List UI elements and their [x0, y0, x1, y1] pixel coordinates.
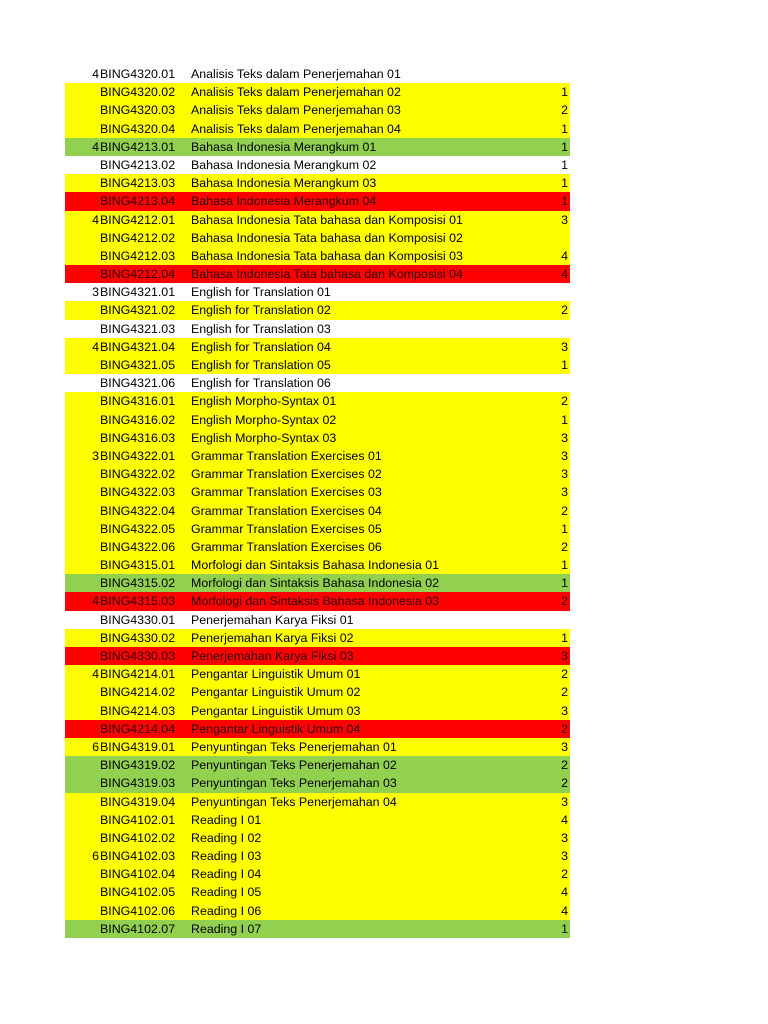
course-name-cell: Penerjemahan Karya Fiksi 03	[191, 649, 354, 663]
table-row[interactable]	[65, 65, 570, 83]
table-row[interactable]	[65, 465, 570, 483]
course-name-cell: Bahasa Indonesia Tata bahasa dan Komposisi 02	[191, 230, 463, 245]
course-name-cell: English Morpho-Syntax 02	[191, 412, 337, 427]
course-name-cell: Reading I 06	[191, 903, 262, 918]
count-value-cell: 1	[561, 576, 568, 591]
table-row[interactable]	[65, 683, 570, 701]
course-name-cell: Pengantar Linguistik Umum 03	[191, 703, 361, 718]
course-name-cell: Grammar Translation Exercises 06	[191, 539, 382, 554]
course-code-cell: BING4102.04	[100, 867, 176, 882]
row-group-count: 4	[92, 139, 99, 154]
course-name-cell: English for Translation 03	[191, 321, 331, 336]
course-name-cell: Penerjemahan Karya Fiksi 02	[191, 630, 354, 645]
table-row[interactable]	[65, 702, 570, 720]
course-code-cell: BING4322.04	[100, 503, 176, 518]
course-code-cell: BING4319.03	[100, 776, 176, 791]
count-value-cell: 2	[561, 594, 568, 609]
table-row[interactable]	[65, 883, 570, 901]
course-code-cell: BING4102.02	[100, 830, 176, 845]
table-row[interactable]	[65, 301, 570, 319]
course-code-cell: BING4315.02	[100, 576, 176, 591]
course-code-cell: BING4316.02	[100, 412, 176, 427]
course-name-cell: Reading I 01	[191, 812, 262, 827]
table-row[interactable]	[65, 756, 570, 774]
course-code-cell: BING4213.03	[100, 176, 176, 191]
table-row[interactable]	[65, 229, 570, 247]
count-value-cell: 3	[561, 212, 568, 227]
course-name-cell: Morfologi dan Sintaksis Bahasa Indonesia 02	[191, 576, 439, 591]
table-row[interactable]	[65, 283, 570, 301]
course-name-cell: Penyuntingan Teks Penerjemahan 02	[191, 758, 397, 773]
course-name-cell: Penyuntingan Teks Penerjemahan 03	[191, 776, 397, 791]
table-row[interactable]	[65, 774, 570, 792]
course-code-cell: BING4321.06	[100, 376, 176, 391]
count-value-cell: 3	[561, 849, 568, 864]
row-group-count: 4	[92, 339, 99, 354]
course-code-cell: BING4319.04	[100, 794, 176, 809]
count-value-cell: 2	[561, 103, 568, 118]
table-row[interactable]	[65, 720, 570, 738]
table-row[interactable]	[65, 374, 570, 392]
table-row[interactable]	[65, 320, 570, 338]
course-name-cell: Morfologi dan Sintaksis Bahasa Indonesia 03	[191, 594, 439, 609]
table-row[interactable]	[65, 647, 570, 665]
count-value-cell: 4	[561, 248, 568, 263]
course-code-cell: BING4212.04	[100, 267, 176, 282]
count-value-cell: 1	[561, 558, 568, 573]
course-code-cell: BING4213.04	[100, 194, 176, 209]
course-code-cell: BING4102.03	[100, 849, 176, 864]
table-row[interactable]	[65, 520, 570, 538]
table-row[interactable]	[65, 865, 570, 883]
course-name-cell: Bahasa Indonesia Tata bahasa dan Komposisi 03	[191, 248, 463, 263]
table-row[interactable]	[65, 211, 570, 229]
count-value-cell: 2	[561, 503, 568, 518]
course-name-cell: Analisis Teks dalam Penerjemahan 03	[191, 103, 401, 118]
count-value-cell: 4	[561, 903, 568, 918]
course-name-cell: Analisis Teks dalam Penerjemahan 04	[191, 121, 401, 136]
count-value-cell: 3	[561, 794, 568, 809]
course-name-cell: Analisis Teks dalam Penerjemahan 02	[191, 85, 401, 100]
course-code-cell: BING4213.01	[100, 139, 176, 154]
course-code-cell: BING4214.01	[100, 667, 176, 682]
course-code-cell: BING4316.01	[100, 394, 176, 409]
course-name-cell: Bahasa Indonesia Tata bahasa dan Komposisi 04	[191, 267, 463, 282]
course-name-cell: Bahasa Indonesia Merangkum 04	[191, 194, 377, 209]
count-value-cell: 1	[561, 85, 568, 100]
count-value-cell: 1	[561, 139, 568, 154]
count-value-cell: 2	[561, 685, 568, 700]
table-row[interactable]	[65, 120, 570, 138]
table-row[interactable]	[65, 174, 570, 192]
course-code-cell: BING4322.03	[100, 485, 176, 500]
course-name-cell: English for Translation 04	[191, 339, 331, 354]
table-row[interactable]	[65, 392, 570, 410]
row-group-count: 4	[92, 667, 99, 682]
course-code-cell: BING4330.01	[100, 612, 176, 627]
table-row[interactable]	[65, 356, 570, 374]
course-name-cell: Bahasa Indonesia Tata bahasa dan Komposisi 01	[191, 212, 463, 227]
count-value-cell: 3	[561, 739, 568, 754]
count-value-cell: 2	[561, 758, 568, 773]
course-name-cell: Reading I 05	[191, 885, 262, 900]
course-name-cell: Grammar Translation Exercises 03	[191, 485, 382, 500]
table-row[interactable]	[65, 920, 570, 938]
course-name-cell: Penerjemahan Karya Fiksi 01	[191, 612, 354, 627]
course-code-cell: BING4322.05	[100, 521, 176, 536]
course-code-cell: BING4322.06	[100, 539, 176, 554]
count-value-cell: 3	[561, 830, 568, 845]
table-row[interactable]	[65, 793, 570, 811]
course-code-cell: BING4315.03	[100, 594, 176, 609]
table-row[interactable]	[65, 811, 570, 829]
table-row[interactable]	[65, 829, 570, 847]
course-name-cell: English for Translation 06	[191, 376, 331, 391]
course-code-cell: BING4330.03	[100, 649, 176, 663]
course-name-cell: Bahasa Indonesia Merangkum 02	[191, 157, 377, 172]
course-code-cell: BING4319.01	[100, 739, 176, 754]
course-name-cell: Grammar Translation Exercises 01	[191, 448, 382, 463]
course-name-cell: English Morpho-Syntax 01	[191, 394, 337, 409]
course-code-cell: BING4321.05	[100, 358, 176, 372]
table-row[interactable]	[65, 592, 570, 610]
table-row[interactable]	[65, 338, 570, 356]
table-row[interactable]	[65, 611, 570, 629]
course-code-cell: BING4316.03	[100, 430, 176, 445]
table-row[interactable]	[65, 156, 570, 174]
course-code-cell: BING4330.02	[100, 630, 176, 645]
course-name-cell: English for Translation 02	[191, 303, 331, 318]
course-code-cell: BING4102.06	[100, 903, 176, 918]
course-name-cell: English for Translation 05	[191, 358, 331, 372]
count-value-cell: 3	[561, 448, 568, 463]
count-value-cell: 1	[561, 194, 568, 209]
table-row[interactable]	[65, 629, 570, 647]
table-row[interactable]	[65, 447, 570, 465]
course-code-cell: BING4214.02	[100, 685, 176, 700]
count-value-cell: 3	[561, 485, 568, 500]
count-value-cell: 2	[561, 667, 568, 682]
course-name-cell: Morfologi dan Sintaksis Bahasa Indonesia 01	[191, 558, 439, 573]
count-value-cell: 3	[561, 430, 568, 445]
course-name-cell: Reading I 03	[191, 849, 262, 864]
count-value-cell: 1	[561, 121, 568, 136]
count-value-cell: 3	[561, 649, 568, 663]
table-row[interactable]	[65, 429, 570, 447]
course-code-cell: BING4214.03	[100, 703, 176, 718]
course-code-cell: BING4319.02	[100, 758, 176, 773]
row-group-count: 4	[92, 67, 99, 81]
course-code-cell: BING4213.02	[100, 157, 176, 172]
table-row[interactable]	[65, 847, 570, 865]
count-value-cell: 2	[561, 867, 568, 882]
table-row[interactable]	[65, 738, 570, 756]
course-code-cell: BING4321.01	[100, 285, 176, 300]
course-name-cell: Pengantar Linguistik Umum 02	[191, 685, 361, 700]
row-group-count: 3	[92, 285, 99, 300]
table-row[interactable]	[65, 265, 570, 283]
table-row[interactable]	[65, 502, 570, 520]
table-row[interactable]	[65, 665, 570, 683]
course-name-cell: Reading I 07	[191, 921, 262, 936]
table-row[interactable]	[65, 902, 570, 920]
count-value-cell: 2	[561, 303, 568, 318]
table-row[interactable]	[65, 101, 570, 119]
table-row[interactable]	[65, 83, 570, 101]
course-code-cell: BING4320.01	[100, 67, 176, 81]
course-name-cell: Analisis Teks dalam Penerjemahan 01	[191, 67, 401, 81]
count-value-cell: 1	[561, 521, 568, 536]
count-value-cell: 1	[561, 630, 568, 645]
course-code-cell: BING4214.04	[100, 721, 176, 736]
course-name-cell: Bahasa Indonesia Merangkum 03	[191, 176, 377, 191]
course-code-cell: BING4320.02	[100, 85, 176, 100]
count-value-cell: 3	[561, 467, 568, 482]
course-name-cell: Pengantar Linguistik Umum 04	[191, 721, 361, 736]
count-value-cell: 2	[561, 394, 568, 409]
count-value-cell: 4	[561, 885, 568, 900]
course-name-cell: Bahasa Indonesia Merangkum 01	[191, 139, 377, 154]
course-code-cell: BING4320.04	[100, 121, 176, 136]
table-row[interactable]	[65, 247, 570, 265]
count-value-cell: 1	[561, 157, 568, 172]
course-code-cell: BING4322.01	[100, 448, 176, 463]
course-name-cell: Reading I 02	[191, 830, 262, 845]
count-value-cell: 2	[561, 721, 568, 736]
course-code-cell: BING4102.01	[100, 812, 176, 827]
table-row[interactable]	[65, 574, 570, 592]
course-name-cell: Penyuntingan Teks Penerjemahan 04	[191, 794, 397, 809]
course-code-cell: BING4212.02	[100, 230, 176, 245]
course-code-cell: BING4212.01	[100, 212, 176, 227]
count-value-cell: 3	[561, 339, 568, 354]
row-group-count: 6	[92, 739, 99, 754]
row-group-count: 3	[92, 448, 99, 463]
course-name-cell: Grammar Translation Exercises 05	[191, 521, 382, 536]
course-code-cell: BING4322.02	[100, 467, 176, 482]
course-name-cell: Grammar Translation Exercises 04	[191, 503, 382, 518]
course-code-cell: BING4212.03	[100, 248, 176, 263]
count-value-cell: 4	[561, 812, 568, 827]
count-value-cell: 1	[561, 176, 568, 191]
count-value-cell: 1	[561, 921, 568, 936]
count-value-cell: 1	[561, 412, 568, 427]
table-row[interactable]	[65, 556, 570, 574]
course-name-cell: Reading I 04	[191, 867, 262, 882]
course-code-cell: BING4321.03	[100, 321, 176, 336]
course-code-cell: BING4102.05	[100, 885, 176, 900]
row-group-count: 4	[92, 594, 99, 609]
course-code-cell: BING4320.03	[100, 103, 176, 118]
course-name-cell: English for Translation 01	[191, 285, 331, 300]
count-value-cell: 2	[561, 776, 568, 791]
course-name-cell: Grammar Translation Exercises 02	[191, 467, 382, 482]
count-value-cell: 1	[561, 358, 568, 372]
table-row[interactable]	[65, 483, 570, 501]
row-group-count: 6	[92, 849, 99, 864]
course-name-cell: English Morpho-Syntax 03	[191, 430, 337, 445]
table-row[interactable]	[65, 411, 570, 429]
course-code-cell: BING4321.02	[100, 303, 176, 318]
count-value-cell: 3	[561, 703, 568, 718]
course-code-cell: BING4102.07	[100, 921, 176, 936]
count-value-cell: 2	[561, 539, 568, 554]
course-code-cell: BING4315.01	[100, 558, 176, 573]
course-name-cell: Penyuntingan Teks Penerjemahan 01	[191, 739, 397, 754]
table-row[interactable]	[65, 192, 570, 210]
spreadsheet-table	[65, 65, 570, 938]
table-row[interactable]	[65, 138, 570, 156]
count-value-cell: 4	[561, 267, 568, 282]
table-row[interactable]	[65, 538, 570, 556]
row-group-count: 4	[92, 212, 99, 227]
course-name-cell: Pengantar Linguistik Umum 01	[191, 667, 361, 682]
course-code-cell: BING4321.04	[100, 339, 176, 354]
